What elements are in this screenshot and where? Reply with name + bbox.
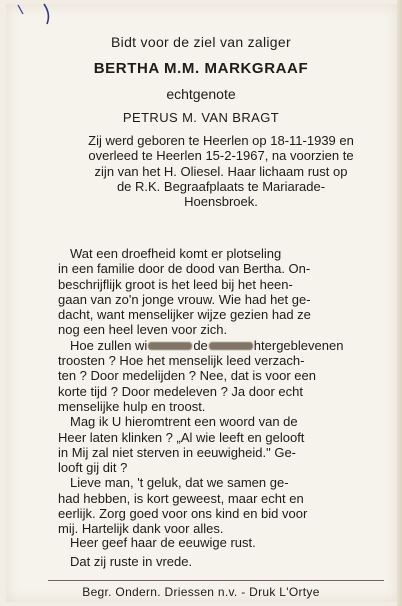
bio-line: zijn van het H. Oliesel. Haar lichaam rust op [94, 163, 348, 179]
text-line: korte tijd ? Door medeleven ? Ja door echt [58, 383, 303, 399]
spouse-label: echtgenote [166, 86, 236, 102]
text-line: Mag ik U hieromtrent een woord van de [70, 414, 298, 430]
closing-prayer [70, 533, 256, 571]
ink-blot [209, 342, 253, 350]
memorial-text [58, 246, 384, 537]
text-fragment: de [193, 337, 208, 353]
bio-line: de R.K. Begraafplaats te Mariarade- [116, 178, 326, 194]
text-line: Wat een droefheid komt er plotseling [70, 246, 282, 261]
paragraph-3 [58, 414, 384, 475]
bio-line: overleed te Heerlen 15-2-1967, na voorzien te [88, 148, 354, 164]
text-line: menselijke hulp en troost. [58, 398, 206, 414]
text-line: ten ? Door medelijden ? Nee, dat is voor een [58, 368, 316, 384]
text-line: Lieve man, 't geluk, dat we samen ge- [70, 475, 289, 491]
text-line: eerlijk. Zorg goed voor ons kind en bid voor [58, 506, 308, 522]
deceased-name: BERTHA M.M. MARKGRAAF [93, 60, 309, 77]
paragraph-4 [58, 475, 384, 536]
text-line [58, 338, 384, 353]
text-fragment: Hoe zullen wi [70, 337, 148, 353]
text-line: nog een heel leven voor zich. [58, 322, 228, 338]
text-line: mij. Hartelijk dank voor alles. [58, 521, 224, 537]
text-line: Heer laten klinken ? „Al wie leeft en gelooft [58, 429, 305, 445]
bio-line: Hoensbroek. [184, 194, 258, 210]
paragraph-1 [58, 246, 384, 338]
text-line: dacht, want menselijker wijze gezien had ze [58, 307, 311, 323]
biography [58, 133, 384, 209]
footer-divider [48, 580, 384, 581]
text-line: looft gij dit ? [58, 460, 128, 476]
paragraph-2 [58, 338, 384, 414]
text-line: gaan van zo'n jonge vrouw. Wie had het ge- [58, 291, 311, 307]
printer-credit: Begr. Ondern. Driessen n.v. - Druk L'Ortye [82, 585, 320, 599]
text-line: had hebben, is kort geweest, maar echt en [58, 490, 304, 506]
text-line: in een familie door de dood van Bertha. On- [58, 261, 311, 277]
text-fragment: htergeblevenen [253, 337, 344, 353]
text-line: troosten ? Hoe het menselijk leed verzach- [58, 353, 305, 369]
text-line: beschrijflijk groot is het leed bij het heen- [58, 276, 293, 292]
text-line: in Mij zal niet sterven in eeuwigheid." Ge- [58, 444, 297, 460]
ink-blot [148, 342, 192, 350]
handwritten-mark [14, 2, 74, 26]
bio-line: Zij werd geboren te Heerlen op 18-11-1939 en [88, 133, 354, 148]
prayer-heading: Bidt voor de ziel van zaliger [111, 34, 291, 50]
closing-line: Heer geef haar de eeuwige rust. [70, 535, 256, 550]
spouse-name: PETRUS M. VAN BRAGT [122, 110, 280, 125]
closing-line: Dat zij ruste in vrede. [70, 554, 193, 569]
